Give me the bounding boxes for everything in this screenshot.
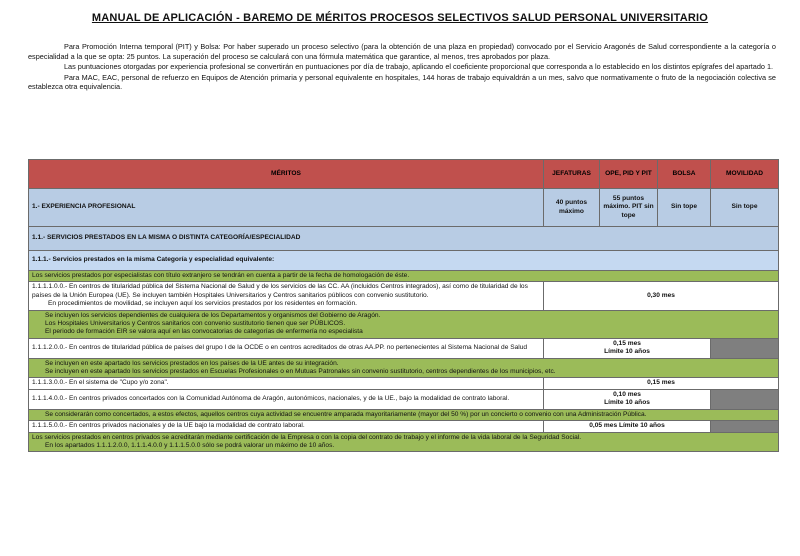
item-4-movilidad-gray (711, 389, 779, 409)
intro-text (28, 42, 776, 93)
header-bolsa: BOLSA (658, 160, 711, 189)
item-4-text: 1.1.1.4.0.0.- En centros privados concertados con la Comunidad Autónoma de Aragón, autonómicos, nacionales, y de la UE., bajo la modalidad de contrato laboral. (29, 389, 544, 409)
document-title: MANUAL DE APLICACIÓN - BAREMO DE MÉRITOS PROCESOS SELECTIVOS SALUD PERSONAL UNIVERSITARIO (91, 12, 709, 24)
intro-paragraph: Para Promoción Interna temporal (PIT) y Bolsa: Por haber superado un proceso selectivo (para la obtención de una plaza en propiedad) convocado por el Servicio Aragonés de Salud correspondiente a la categoría o especialidad a la que se opta: 25 puntos. La superación del proceso se calculará con una fórmula matemática que garantice, al menos, tres aprobados por plaza. (28, 42, 776, 61)
item-2-text: 1.1.1.2.0.0.- En centros de titularidad pública de países del grupo I de la OCDE o en centros acreditados de otras AA.PP. no pertenecientes al Sistema Nacional de Salud (29, 338, 544, 358)
note-3: Se considerarán como concertados, a estos efectos, aquellos centros cuya actividad se encuentre amparada mayoritariamente (mayor del 50 %) por un concierto o convenio con una Administración Pública. (29, 409, 779, 420)
section-1-label: 1.- EXPERIENCIA PROFESIONAL (29, 189, 544, 227)
table-row (29, 338, 779, 358)
section-1-1-1-label: 1.1.1.- Servicios prestados en la misma Categoría y especialidad equivalente: (29, 251, 779, 271)
notes-1 (29, 310, 779, 338)
header-movilidad: MOVILIDAD (711, 160, 779, 189)
note-line: Los Hospitales Universitarios y Centros sanitarios con convenio sustitutorio tienen que ser PÚBLICOS. (45, 320, 346, 328)
table-row (29, 282, 779, 310)
section-1-bolsa: Sin tope (658, 189, 711, 227)
section-1-jefaturas: 40 puntos máximo (544, 189, 600, 227)
item-3-text: 1.1.1.3.0.0.- En el sistema de "Cupo y/o zona". (29, 378, 544, 389)
table-row (29, 409, 779, 420)
item-2-value (544, 338, 711, 358)
item-5-value: 0,05 mes Límite 10 años (544, 421, 711, 432)
item-2-limit: Límite 10 años (604, 348, 650, 356)
item-4-value (544, 389, 711, 409)
table-row (29, 389, 779, 409)
table-row (29, 271, 779, 282)
table-header-row (29, 160, 779, 189)
table-row (29, 189, 779, 227)
item-1-movilidad-note: En procedimientos de movilidad, se incluyen aquí los servicios prestados por los residentes en formación. (48, 300, 357, 308)
item-1-description: 1.1.1.1.0.0.- En centros de titularidad pública del Sistema Nacional de Salud y de los servicios de las CC. AA (incluidos Centros integrados), así como de titularidad de los países de la Unión Europea (UE). Se incluyen también Hospitales Universitarios y Centros sanitarios públicos con convenio sustitutorio. (32, 283, 528, 299)
item-5-text: 1.1.1.5.0.0.- En centros privados nacionales y de la UE bajo la modalidad de contrato laboral. (29, 421, 544, 432)
note-line: El periodo de formación EIR se valora aquí en las convocatorias de categorías de enfermería no especialista (45, 328, 363, 336)
item-5-movilidad-gray (711, 421, 779, 432)
table-row (29, 227, 779, 251)
header-ope-pid-pit: OPE, PID Y PIT (600, 160, 658, 189)
notes-2 (29, 358, 779, 378)
note-line: Se incluyen en este apartado los servicios prestados en Escuelas Profesionales o en Mutuas Patronales sin convenio sustitutorio, centros dependientes de los municipios, etc. (45, 368, 556, 376)
section-1-ope: 55 puntos máximo. PIT sin tope (600, 189, 658, 227)
table-row (29, 378, 779, 389)
table-row (29, 358, 779, 378)
note-line: Se incluyen los servicios dependientes de cualquiera de los Departamentos y organismos del Gobierno de Aragón. (45, 311, 381, 319)
intro-paragraph: Las puntuaciones otorgadas por experiencia profesional se convertirán en puntuaciones por día de trabajo, aplicando el coeficiente proporcional que corresponda a lo establecido en los distintos epígrafes del apartado 1. (64, 62, 774, 72)
note-extranjero: Los servicios prestados por especialistas con título extranjero se tendrán en cuenta a partir de la fecha de homologación de éste. (29, 271, 779, 282)
intro-paragraph: Para MAC, EAC, personal de refuerzo en Equipos de Atención primaria y personal equivalente en hospitales, 144 horas de trabajo equivaldrán a un mes, salvo que normativamente o fruto de la negociación colectiva se establezca otra equivalencia. (28, 72, 776, 92)
section-1-1-label: 1.1.- SERVICIOS PRESTADOS EN LA MISMA O DISTINTA CATEGORÍA/ESPECIALIDAD (29, 227, 779, 251)
table-row (29, 251, 779, 271)
item-1-text (29, 282, 544, 310)
note-line: Se incluyen en este apartado los servicios prestados en los países de la UE antes de su integración. (45, 359, 339, 367)
note-line: Los servicios prestados en centros privados se acreditarán mediante certificación de la Empresa o con la copia del contrato de trabajo y el informe de la vida laboral de la Seguridad Social. (32, 433, 582, 441)
table-row (29, 421, 779, 432)
note-line: En los apartados 1.1.1.2.0.0, 1.1.1.4.0.0 y 1.1.1.5.0.0 sólo se podrá valorar un máximo de 10 años. (45, 441, 335, 449)
notes-4 (29, 432, 779, 452)
item-4-rate: 0,10 mes (613, 390, 641, 398)
merits-table (28, 159, 779, 452)
item-2-rate: 0,15 mes (613, 339, 641, 347)
table-row (29, 310, 779, 338)
item-1-value: 0,30 mes (544, 282, 779, 310)
section-1-movilidad: Sin tope (711, 189, 779, 227)
header-meritos: MÉRITOS (29, 160, 544, 189)
item-3-value: 0,15 mes (544, 378, 779, 389)
table-row (29, 432, 779, 452)
header-jefaturas: JEFATURAS (544, 160, 600, 189)
item-4-limit: Límite 10 años (604, 399, 650, 407)
item-2-movilidad-gray (711, 338, 779, 358)
